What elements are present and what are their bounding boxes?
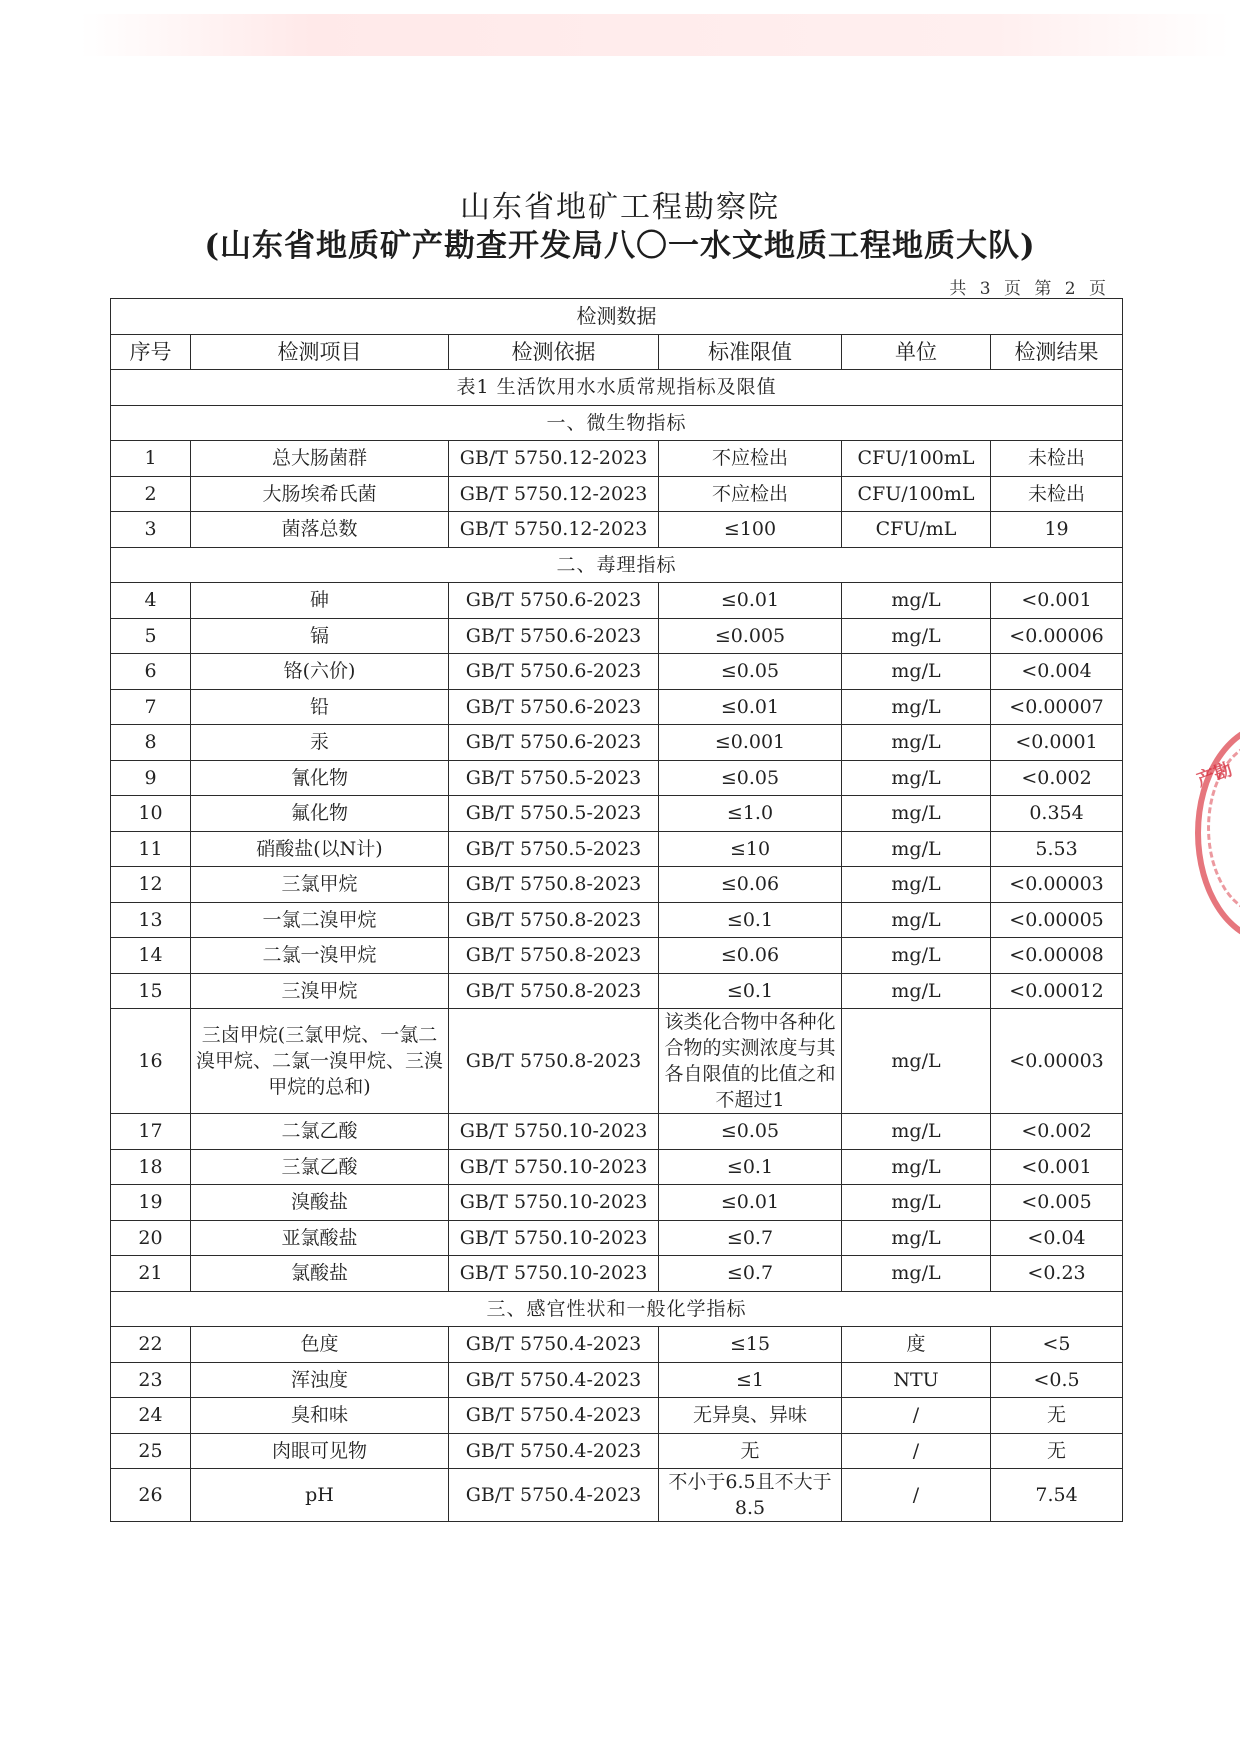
cell-basis: GB/T 5750.4-2023 [449, 1398, 659, 1434]
cell-limit: ≤0.05 [659, 1114, 842, 1150]
table-row [111, 1469, 1123, 1522]
table-row [111, 476, 1123, 512]
cell-result: 未检出 [991, 441, 1123, 477]
section-title: 一、微生物指标 [111, 405, 1123, 441]
table-row [111, 796, 1123, 832]
cell-limit: ≤100 [659, 512, 842, 548]
cell-no: 2 [111, 476, 191, 512]
cell-basis: GB/T 5750.8-2023 [449, 973, 659, 1009]
cell-item: 氰化物 [191, 760, 449, 796]
cell-no: 9 [111, 760, 191, 796]
cell-no: 21 [111, 1256, 191, 1292]
cell-basis: GB/T 5750.5-2023 [449, 796, 659, 832]
cell-limit: ≤0.005 [659, 618, 842, 654]
cell-limit: ≤0.1 [659, 973, 842, 1009]
cell-no: 3 [111, 512, 191, 548]
cell-no: 25 [111, 1433, 191, 1469]
cell-unit: mg/L [842, 1009, 991, 1114]
table-row [111, 902, 1123, 938]
cell-result: 5.53 [991, 831, 1123, 867]
cell-result: <0.23 [991, 1256, 1123, 1292]
table-caption-row [111, 299, 1123, 335]
cell-limit: ≤10 [659, 831, 842, 867]
cell-limit: ≤1 [659, 1362, 842, 1398]
cell-unit: mg/L [842, 583, 991, 619]
cell-no: 15 [111, 973, 191, 1009]
cell-basis: GB/T 5750.10-2023 [449, 1114, 659, 1150]
table-row [111, 938, 1123, 974]
cell-item: pH [191, 1469, 449, 1522]
header-limit: 标准限值 [659, 334, 842, 370]
cell-result: <0.00006 [991, 618, 1123, 654]
header-unit: 单位 [842, 334, 991, 370]
cell-limit: ≤0.001 [659, 725, 842, 761]
cell-item: 氯酸盐 [191, 1256, 449, 1292]
section-row [111, 405, 1123, 441]
table-header-row [111, 334, 1123, 370]
cell-unit: mg/L [842, 760, 991, 796]
cell-unit: mg/L [842, 1114, 991, 1150]
cell-unit: mg/L [842, 1256, 991, 1292]
cell-item: 铅 [191, 689, 449, 725]
cell-item: 溴酸盐 [191, 1185, 449, 1221]
cell-result: 无 [991, 1398, 1123, 1434]
table-row [111, 618, 1123, 654]
cell-result: 无 [991, 1433, 1123, 1469]
cell-item: 镉 [191, 618, 449, 654]
table-row [111, 512, 1123, 548]
cell-no: 19 [111, 1185, 191, 1221]
header-item: 检测项目 [191, 334, 449, 370]
cell-result: <0.5 [991, 1362, 1123, 1398]
cell-result: <5 [991, 1327, 1123, 1363]
section-row [111, 1291, 1123, 1327]
cell-basis: GB/T 5750.6-2023 [449, 618, 659, 654]
cell-limit: 无异臭、异味 [659, 1398, 842, 1434]
cell-unit: 度 [842, 1327, 991, 1363]
cell-unit: mg/L [842, 618, 991, 654]
cell-result: <0.001 [991, 1149, 1123, 1185]
table-row [111, 1433, 1123, 1469]
table-row [111, 831, 1123, 867]
cell-no: 23 [111, 1362, 191, 1398]
header-basis: 检测依据 [449, 334, 659, 370]
cell-no: 7 [111, 689, 191, 725]
table-title-row [111, 370, 1123, 406]
cell-unit: mg/L [842, 689, 991, 725]
cell-result: <0.04 [991, 1220, 1123, 1256]
cell-limit: ≤0.05 [659, 654, 842, 690]
table-row [111, 1220, 1123, 1256]
section-title: 三、感官性状和一般化学指标 [111, 1291, 1123, 1327]
section-title: 二、毒理指标 [111, 547, 1123, 583]
table-row [111, 1398, 1123, 1434]
cell-basis: GB/T 5750.6-2023 [449, 725, 659, 761]
cell-limit: ≤0.06 [659, 867, 842, 903]
cell-unit: CFU/mL [842, 512, 991, 548]
cell-limit: 不应检出 [659, 476, 842, 512]
cell-basis: GB/T 5750.12-2023 [449, 476, 659, 512]
cell-unit: mg/L [842, 654, 991, 690]
cell-result: 未检出 [991, 476, 1123, 512]
cell-unit: mg/L [842, 796, 991, 832]
cell-unit: CFU/100mL [842, 476, 991, 512]
cell-no: 6 [111, 654, 191, 690]
table-row [111, 867, 1123, 903]
cell-basis: GB/T 5750.4-2023 [449, 1469, 659, 1522]
cell-item: 肉眼可见物 [191, 1433, 449, 1469]
table-row [111, 654, 1123, 690]
cell-basis: GB/T 5750.4-2023 [449, 1327, 659, 1363]
cell-no: 12 [111, 867, 191, 903]
cell-limit: 该类化合物中各种化合物的实测浓度与其各自限值的比值之和不超过1 [659, 1009, 842, 1114]
cell-basis: GB/T 5750.6-2023 [449, 689, 659, 725]
cell-no: 4 [111, 583, 191, 619]
cell-no: 14 [111, 938, 191, 974]
cell-no: 10 [111, 796, 191, 832]
cell-item: 硝酸盐(以N计) [191, 831, 449, 867]
cell-result: <0.00008 [991, 938, 1123, 974]
cell-basis: GB/T 5750.10-2023 [449, 1149, 659, 1185]
cell-no: 22 [111, 1327, 191, 1363]
cell-unit: CFU/100mL [842, 441, 991, 477]
cell-no: 24 [111, 1398, 191, 1434]
table-caption: 检测数据 [111, 299, 1123, 335]
cell-item: 三氯甲烷 [191, 867, 449, 903]
cell-no: 18 [111, 1149, 191, 1185]
cell-limit: ≤0.05 [659, 760, 842, 796]
cell-result: 0.354 [991, 796, 1123, 832]
cell-item: 氟化物 [191, 796, 449, 832]
cell-basis: GB/T 5750.10-2023 [449, 1220, 659, 1256]
cell-result: <0.005 [991, 1185, 1123, 1221]
cell-no: 13 [111, 902, 191, 938]
cell-no: 26 [111, 1469, 191, 1522]
table-row [111, 689, 1123, 725]
cell-basis: GB/T 5750.12-2023 [449, 441, 659, 477]
cell-result: <0.001 [991, 583, 1123, 619]
cell-unit: mg/L [842, 1185, 991, 1221]
org-title: 山东省地矿工程勘察院 [460, 190, 780, 225]
test-data-table [110, 298, 1123, 1522]
cell-item: 总大肠菌群 [191, 441, 449, 477]
cell-result: <0.00005 [991, 902, 1123, 938]
table-row [111, 973, 1123, 1009]
cell-result: <0.00012 [991, 973, 1123, 1009]
official-seal-text: 产勘 [1194, 759, 1236, 792]
cell-item: 一氯二溴甲烷 [191, 902, 449, 938]
cell-unit: NTU [842, 1362, 991, 1398]
cell-limit: ≤0.7 [659, 1256, 842, 1292]
cell-limit: ≤0.01 [659, 583, 842, 619]
table-row [111, 1362, 1123, 1398]
cell-basis: GB/T 5750.12-2023 [449, 512, 659, 548]
cell-result: <0.0001 [991, 725, 1123, 761]
cell-unit: mg/L [842, 973, 991, 1009]
cell-result: <0.002 [991, 760, 1123, 796]
cell-item: 色度 [191, 1327, 449, 1363]
table-row [111, 583, 1123, 619]
cell-unit: mg/L [842, 1149, 991, 1185]
cell-item: 亚氯酸盐 [191, 1220, 449, 1256]
cell-basis: GB/T 5750.6-2023 [449, 654, 659, 690]
cell-item: 菌落总数 [191, 512, 449, 548]
cell-item: 砷 [191, 583, 449, 619]
cell-item: 三氯乙酸 [191, 1149, 449, 1185]
table-row [111, 1114, 1123, 1150]
cell-result: <0.00007 [991, 689, 1123, 725]
cell-item: 浑浊度 [191, 1362, 449, 1398]
cell-basis: GB/T 5750.6-2023 [449, 583, 659, 619]
cell-item: 二氯乙酸 [191, 1114, 449, 1150]
cell-basis: GB/T 5750.8-2023 [449, 902, 659, 938]
cell-limit: ≤0.01 [659, 1185, 842, 1221]
cell-unit: mg/L [842, 902, 991, 938]
table-row [111, 1149, 1123, 1185]
cell-unit: / [842, 1398, 991, 1434]
cell-unit: mg/L [842, 831, 991, 867]
cell-result: <0.00003 [991, 1009, 1123, 1114]
table-row [111, 725, 1123, 761]
cell-result: <0.004 [991, 654, 1123, 690]
cell-item: 三溴甲烷 [191, 973, 449, 1009]
header-result: 检测结果 [991, 334, 1123, 370]
cell-item: 汞 [191, 725, 449, 761]
cell-no: 20 [111, 1220, 191, 1256]
table-row [111, 1185, 1123, 1221]
cell-basis: GB/T 5750.8-2023 [449, 938, 659, 974]
cell-limit: ≤0.1 [659, 1149, 842, 1185]
cell-limit: 无 [659, 1433, 842, 1469]
table-row [111, 1327, 1123, 1363]
cell-item: 铬(六价) [191, 654, 449, 690]
cell-limit: 不小于6.5且不大于8.5 [659, 1469, 842, 1522]
table-row [111, 441, 1123, 477]
table-row [111, 1256, 1123, 1292]
header-no: 序号 [111, 334, 191, 370]
cell-limit: ≤0.01 [659, 689, 842, 725]
table-row [111, 760, 1123, 796]
cell-no: 5 [111, 618, 191, 654]
cell-limit: ≤1.0 [659, 796, 842, 832]
cell-basis: GB/T 5750.8-2023 [449, 867, 659, 903]
cell-basis: GB/T 5750.8-2023 [449, 1009, 659, 1114]
org-subtitle: (山东省地质矿产勘查开发局八〇一水文地质工程地质大队) [204, 228, 1036, 264]
table-title: 表1 生活饮用水水质常规指标及限值 [111, 370, 1123, 406]
page-number: 共 3 页 第 2 页 [949, 279, 1110, 299]
cell-unit: mg/L [842, 1220, 991, 1256]
cell-no: 8 [111, 725, 191, 761]
cell-item: 二氯一溴甲烷 [191, 938, 449, 974]
section-row [111, 547, 1123, 583]
cell-limit: ≤15 [659, 1327, 842, 1363]
cell-unit: mg/L [842, 725, 991, 761]
cell-basis: GB/T 5750.10-2023 [449, 1256, 659, 1292]
cell-basis: GB/T 5750.5-2023 [449, 831, 659, 867]
cell-unit: mg/L [842, 867, 991, 903]
cell-basis: GB/T 5750.4-2023 [449, 1362, 659, 1398]
cell-item: 三卤甲烷(三氯甲烷、一氯二溴甲烷、二氯一溴甲烷、三溴甲烷的总和) [191, 1009, 449, 1114]
cell-limit: ≤0.1 [659, 902, 842, 938]
cell-result: <0.00003 [991, 867, 1123, 903]
cell-limit: ≤0.06 [659, 938, 842, 974]
cell-no: 17 [111, 1114, 191, 1150]
cell-unit: mg/L [842, 938, 991, 974]
cell-result: 19 [991, 512, 1123, 548]
cell-result: 7.54 [991, 1469, 1123, 1522]
scan-header-band [80, 14, 1230, 56]
cell-limit: ≤0.7 [659, 1220, 842, 1256]
cell-basis: GB/T 5750.4-2023 [449, 1433, 659, 1469]
cell-basis: GB/T 5750.5-2023 [449, 760, 659, 796]
cell-no: 1 [111, 441, 191, 477]
cell-no: 11 [111, 831, 191, 867]
cell-limit: 不应检出 [659, 441, 842, 477]
cell-unit: / [842, 1433, 991, 1469]
cell-unit: / [842, 1469, 991, 1522]
table-row [111, 1009, 1123, 1114]
cell-item: 大肠埃希氏菌 [191, 476, 449, 512]
cell-result: <0.002 [991, 1114, 1123, 1150]
cell-no: 16 [111, 1009, 191, 1114]
cell-basis: GB/T 5750.10-2023 [449, 1185, 659, 1221]
cell-item: 臭和味 [191, 1398, 449, 1434]
